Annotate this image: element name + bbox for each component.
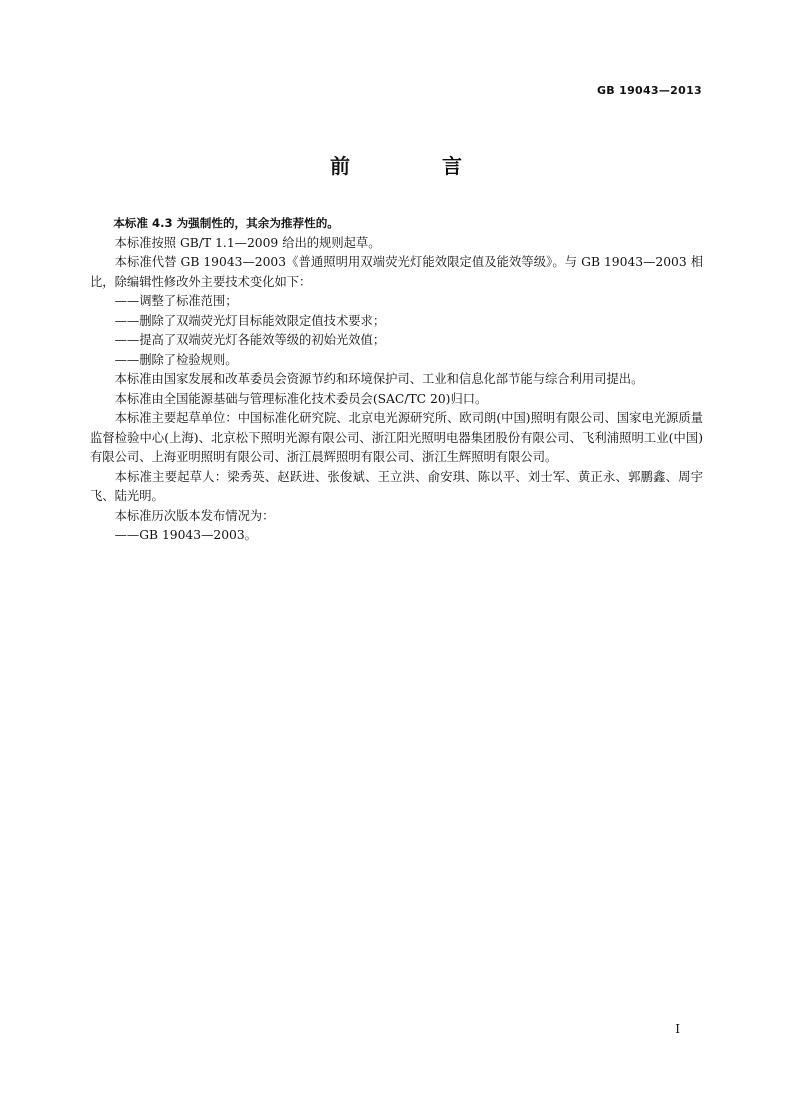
mandatory-note: 本标准 4.3 为强制性的，其余为推荐性的。 (113, 216, 339, 230)
change-list-item: ——调整了标准范围； (114, 294, 238, 308)
page-number: I (675, 1022, 680, 1036)
proposed-by-paragraph: 本标准由国家发展和改革委员会资源节约和环境保护司、工业和信息化部节能与综合利用司提出。 (114, 372, 644, 386)
replaces-paragraph: 本标准代替 GB 19043—2003《普通照明用双端荧光灯能效限定值及能效等级》。与 GB 19043—2003 相比，除编辑性修改外主要技术变化如下： (90, 255, 703, 289)
foreword-body (90, 214, 703, 546)
change-list-item: ——删除了双端荧光灯目标能效限定值技术要求； (114, 313, 386, 328)
change-list-item: ——删除了检验规则。 (114, 352, 238, 367)
drafting-units-paragraph: 本标准主要起草单位：中国标准化研究院、北京电光源研究所、欧司朗(中国)照明有限公司、国家电光源质量监督检验中心(上海)、北京松下照明光源有限公司、浙江阳光照明电器集团股份有限公司、飞利浦照明工业(中国)有限公司、上海亚明照明有限公司、浙江晨辉照明有限公司、浙江生辉照明有限公司。 (90, 411, 703, 464)
history-intro-paragraph: 本标准历次版本发布情况为： (114, 508, 275, 523)
page-title: 前 言 (330, 154, 498, 178)
standard-code: GB 19043—2013 (596, 84, 702, 97)
drafting-rules-paragraph: 本标准按照 GB/T 1.1—2009 给出的规则起草。 (114, 235, 381, 250)
drafters-paragraph: 本标准主要起草人：梁秀英、赵跃进、张俊斌、王立洪、俞安琪、陈以平、刘士军、黄正永、郭鹏鑫、周宇飞、陆光明。 (90, 469, 703, 503)
change-list-item: ——提高了双端荧光灯各能效等级的初始光效值； (114, 333, 386, 347)
history-list-item: ——GB 19043—2003。 (114, 528, 257, 542)
centralized-by-paragraph: 本标准由全国能源基础与管理标准化技术委员会(SAC/TC 20)归口。 (114, 391, 488, 406)
